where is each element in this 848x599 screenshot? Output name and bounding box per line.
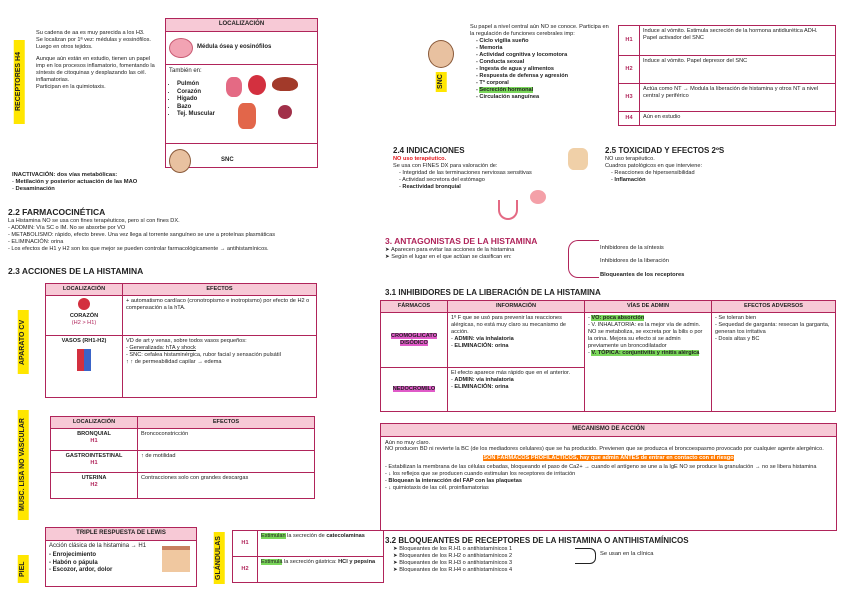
acciones-title: 2.3 ACCIONES DE LA HISTAMINA bbox=[8, 266, 144, 276]
toxicidad-intro: Cuadros patológicos en que interviene: bbox=[605, 162, 703, 169]
musc-table bbox=[50, 416, 315, 499]
mecanismo-item: - ↓ los reflejos que se producen cuando estimulan los receptores de irritación bbox=[385, 471, 576, 478]
inh-nedo-info: El efecto aparece más rápido que en el anterior. - ADMIN: vía inhalatoria - ELIMINACIÓN: orina bbox=[448, 367, 585, 411]
bronchi-icon bbox=[498, 200, 518, 220]
gland-h2-eff: Estimula la secreción gástrica: HCl y pepsina bbox=[258, 557, 384, 583]
bloqueante-item: ➤ Bloqueantes de los R.H3 o antihistamínicos 3 bbox=[393, 559, 513, 566]
musc-row-uterina-eff: Contracciones solo con grandes descargas bbox=[138, 472, 315, 498]
snc-r-h1-text: Induce al vómito. Estimula secreción de la hormona antidiurética ADH. Papel activador del SNC bbox=[640, 26, 836, 56]
spleen-icon bbox=[278, 105, 292, 119]
muscle-body-icon bbox=[238, 103, 256, 129]
toxicidad-section bbox=[605, 146, 835, 184]
lewis-item: - Habón o pápula bbox=[49, 559, 98, 566]
localizacion-title: LOCALIZACIÓN bbox=[166, 19, 317, 32]
toxicidad-no: NO uso terapéutico. bbox=[605, 156, 655, 162]
inh-head: VÍAS DE ADMIN bbox=[585, 301, 712, 313]
inh-head: INFORMACIÓN bbox=[448, 301, 585, 313]
lewis-item: - Escozor, ardor, dolor bbox=[49, 567, 113, 573]
snc-r-h3: H3 bbox=[619, 84, 640, 112]
heart-icon bbox=[78, 298, 90, 310]
snc-r-h4-text: Aún en estudio bbox=[640, 112, 836, 126]
bone-marrow-icon bbox=[169, 38, 193, 58]
snc-label: SNC bbox=[436, 72, 447, 92]
farmacocinetica-section bbox=[8, 207, 378, 253]
musc-head-loc: LOCALIZACIÓN bbox=[51, 417, 138, 429]
mecanismo-item: - Bloquean la interacción del FAP con las plaquetas bbox=[385, 478, 522, 485]
organ-item: • Corazón bbox=[177, 89, 314, 97]
snc-item: - Tª corporal bbox=[476, 79, 509, 86]
inactivacion-item: - Metilación y posterior actuación de las MAO bbox=[12, 179, 138, 186]
bloqueante-item: ➤ Bloqueantes de los R.H2 o antihistamínicos 2 bbox=[393, 552, 513, 559]
acciones-cv-table bbox=[45, 283, 317, 398]
cv-head-eff: EFECTOS bbox=[123, 284, 317, 296]
piel-label: PIEL bbox=[18, 555, 29, 583]
class-item: Inhibidores de la síntesis bbox=[600, 245, 664, 251]
indicaciones-item: - Reactividad bronquial bbox=[399, 183, 461, 190]
farmacocinetica-title: 2.2 FARMACOCINÉTICA bbox=[8, 207, 106, 217]
cv-row-vasos: VASOS (RH1-H2) bbox=[46, 335, 123, 397]
gland-h1-eff: Estimulan la secreción de catecolaminas bbox=[258, 531, 384, 557]
h4-p4: Participan en la quimiotaxis. bbox=[36, 83, 106, 90]
brain-head-icon bbox=[428, 40, 454, 68]
receptores-h4-label: RECEPTORES H4 bbox=[14, 40, 25, 124]
organ-item: • Tej. Muscular bbox=[177, 111, 314, 119]
organ-item: • Pulmón bbox=[177, 81, 314, 89]
inactivacion-title: INACTIVACIÓN: dos vías metabólicas: bbox=[12, 172, 118, 178]
toxicidad-item: - Reacciones de hipersensibilidad bbox=[611, 169, 695, 176]
snc-item: - Respuesta de defensa y agresión bbox=[476, 72, 569, 79]
cv-row-corazon-eff: + automatismo cardíaco (cronotropismo e inotropismo) por efecto de H2 o compensación a la hTA. bbox=[123, 295, 317, 335]
snc-intro: Su papel a nivel central aún NO se conoce. Participa en la regulación de funciones cerebrales imp: bbox=[470, 24, 609, 37]
snc-section bbox=[470, 24, 610, 101]
snc-r-h3-text: Actúa como NT → Modula la liberación de histamina y otros NT a nivel central y periférico bbox=[640, 84, 836, 112]
glandulas-table bbox=[232, 530, 384, 583]
bloqueante-item: ➤ Bloqueantes de los R.H4 o antihistamínicos 4 bbox=[393, 566, 513, 573]
antagonistas-classes bbox=[600, 242, 684, 282]
indicaciones-intro: Se usa con FINES DX para valoración de: bbox=[393, 162, 498, 169]
snc-item: - Conducta sexual bbox=[476, 58, 525, 65]
farmaco-item: - Los efectos de H1 y H2 son los que mejor se pueden controlar farmacológicamente → antihistamínicos. bbox=[8, 245, 269, 252]
mecanismo-warning: SON FÁRMACOS PROFILÁCTICOS, hay que admin ANTES de entrar en contacto con el riesgo bbox=[483, 455, 734, 462]
class-item: Bloqueantes de los receptores bbox=[600, 271, 685, 278]
musc-row-uterina: UTERINA H2 bbox=[51, 472, 138, 498]
vessels-icon bbox=[77, 349, 91, 371]
brace-divider bbox=[568, 240, 599, 278]
mecanismo-box bbox=[380, 423, 837, 531]
bloqueantes-title: 3.2 BLOQUEANTES DE RECEPTORES DE LA HISTAMINA O ANTIHISTAMÍNICOS bbox=[385, 536, 689, 545]
lewis-intro: Acción clásica de la histamina → H1 bbox=[49, 542, 147, 549]
antagonistas-item: ➤ Aparecen para evitar las acciones de la histamina bbox=[385, 246, 515, 253]
musc-row-gastro-eff: ↑ de motilidad bbox=[138, 450, 315, 472]
h4-p1: Su cadena de aa es muy parecida a los H3. bbox=[36, 30, 145, 36]
snc-item: - Circulación sanguínea bbox=[476, 93, 540, 100]
indicaciones-section bbox=[393, 146, 593, 191]
inhibidores-title: 3.1 INHIBIDORES DE LA LIBERACIÓN DE LA HISTAMINA bbox=[385, 288, 601, 297]
aparato-cv-label: APARATO CV bbox=[18, 310, 29, 374]
snc-r-h2: H2 bbox=[619, 56, 640, 84]
h4-p2: Se localizan por 1ª vez: médulas y eosinófilos. Luego en otros tejidos. bbox=[36, 36, 151, 50]
lewis-box bbox=[45, 527, 197, 587]
bloqueantes-brace bbox=[575, 548, 596, 564]
lewis-title: TRIPLE RESPUESTA DE LEWIS bbox=[46, 528, 196, 541]
bloqueante-item: ➤ Bloqueantes de los R.H1 o antihistamínicos 1 bbox=[393, 546, 513, 552]
snc-item: - Ciclo vigilia sueño bbox=[476, 37, 529, 44]
musc-row-gastro: GASTROINTESTINAL H1 bbox=[51, 450, 138, 472]
cv-row-vasos-eff: VD de art y venas, sobre todos vasos pequeños: - Generalizada: hTA y shock - SNC: cefalea histaminérgica, rubor facial y sensación pulsátil ↑ ↑ de permeabilidad capilar → edema bbox=[123, 335, 317, 397]
snc-r-h4: H4 bbox=[619, 112, 640, 126]
inh-head: EFECTOS ADVERSOS bbox=[712, 301, 836, 313]
antagonistas-item: ➤ Según el lugar en el que actúan se clasifican en: bbox=[385, 253, 512, 260]
gland-h1: H1 bbox=[233, 531, 258, 557]
snc-r-h2-text: Induce al vómito. Papel depresor del SNC bbox=[640, 56, 836, 84]
receptores-h4-text bbox=[36, 30, 158, 91]
stomach-icon bbox=[530, 190, 546, 204]
mecanismo-l1: Aún no muy claro. bbox=[385, 439, 431, 446]
indicaciones-item: - Integridad de las terminaciones nerviosas sensitivas bbox=[399, 169, 532, 176]
inactivacion bbox=[12, 172, 312, 194]
antagonistas-section bbox=[385, 236, 595, 261]
mecanismo-item: - ↓ quimiotaxis de las cél. proinflamatorias bbox=[385, 485, 489, 492]
farmaco-item: - ELIMINACIÓN: orina bbox=[8, 238, 64, 245]
farmaco-item: - ADDMIN: Vía SC o IM. No se absorbe por VO bbox=[8, 224, 126, 231]
inh-nedo: NEDOCROMILO bbox=[381, 367, 448, 411]
antagonistas-title: 3. ANTAGONISTAS DE LA HISTAMINA bbox=[385, 236, 538, 246]
h4-p3: Aunque aún están en estudio, tienen un papel imp en los procesos inflamatorio, fomentando la síntesis de citoquinas y desplazando las cél. inflamatorias. bbox=[36, 55, 155, 83]
snc-receptor-table bbox=[618, 25, 836, 126]
cv-row-corazon: CORAZÓN (H2 > H1) bbox=[46, 295, 123, 335]
toxicidad-item: - Inflamación bbox=[611, 176, 646, 183]
indicaciones-title: 2.4 INDICACIONES bbox=[393, 146, 465, 155]
mecanismo-title: MECANISMO DE ACCIÓN bbox=[381, 424, 836, 437]
bloqueantes-note: Se usan en la clínica bbox=[600, 551, 654, 557]
snc-item: - Ingesta de agua y alimentos bbox=[476, 65, 555, 72]
inh-head: FÁRMACOS bbox=[381, 301, 448, 313]
snc-item: - Memoria bbox=[476, 44, 503, 51]
inh-vias: - VO: poca absorción - V. INHALATORIA: es la mejor vía de admin. NO se metaboliza, se excreta por la bilis o por la orina. Mejora su efecto si se admin previamente un broncodilatador - V. TÓPICA: conjuntivitis y rinitis alérgica bbox=[585, 312, 712, 411]
localizacion-snc: SNC bbox=[221, 156, 234, 163]
inhibidores-table bbox=[380, 300, 836, 412]
indicaciones-item: - Actividad secretora del estómago bbox=[399, 176, 485, 183]
inh-crom: CROMOGLICATO DISÓDICO bbox=[381, 312, 448, 367]
musc-lisa-label: MUSC. LISA NO VASCULAR bbox=[18, 410, 29, 520]
mecanismo-l2: NO producen BD ni revierte la BC (de los mediadores celulares) que se ha producido. Previenen que se produzca el broncoespasmo provocado por cualquier agente alergénico. bbox=[385, 446, 824, 453]
mecanismo-item: - Estabilizan la membrana de las células cebadas, bloqueando el paso de Ca2+ → cuando el antígeno se une a la IgE NO se produce la granulación → no se libera histamina bbox=[385, 464, 817, 471]
indicaciones-no: NO uso terapéutico. bbox=[393, 156, 447, 162]
heart-icon bbox=[248, 75, 266, 95]
cv-head-loc: LOCALIZACIÓN bbox=[46, 284, 123, 296]
organ-item: • Hígado bbox=[177, 96, 314, 104]
skin-icon bbox=[162, 546, 190, 572]
tambien-label: También en: bbox=[169, 67, 202, 74]
musc-row-bronquial: BRONQUIAL H1 bbox=[51, 428, 138, 450]
inh-crom-info: 1º F que se usó para prevenir las reacciones alérgicas, no está muy claro su mecanismo de acción. - ADMIN: vía inhalatoria - ELIMINACIÓN: orina bbox=[448, 312, 585, 367]
gland-h2: H2 bbox=[233, 557, 258, 583]
inactivacion-item: - Desaminación bbox=[12, 186, 55, 193]
hands-icon bbox=[568, 148, 588, 170]
lungs-icon bbox=[226, 77, 242, 97]
liver-icon bbox=[272, 77, 298, 91]
farmacocinetica-intro: La Histamina NO se usa con fines terapéuticos, pero sí con fines DX. bbox=[8, 217, 180, 224]
snc-item: - Secreción hormonal bbox=[476, 86, 534, 93]
lewis-item: - Enrojecimiento bbox=[49, 552, 97, 558]
snc-r-h1: H1 bbox=[619, 26, 640, 56]
glandulas-label: GLÁNDULAS bbox=[214, 532, 225, 584]
localizacion-box bbox=[165, 18, 318, 168]
musc-head-eff: EFECTOS bbox=[138, 417, 315, 429]
toxicidad-title: 2.5 TOXICIDAD Y EFECTOS 2ºS bbox=[605, 146, 725, 155]
class-item: Inhibidores de la liberación bbox=[600, 258, 669, 265]
brain-head-icon bbox=[169, 149, 191, 173]
farmaco-item: - METABOLISMO: rápido, efecto breve. Una vez llega al torrente sanguíneo se une a proteínas plasmáticas bbox=[8, 231, 275, 238]
inh-adversos: - Se toleran bien - Sequedad de garganta: resecan la garganta, generan tos irritativa - Dosis altas y BC bbox=[712, 312, 836, 411]
localizacion-first: Médula ósea y eosinófilos bbox=[197, 43, 272, 50]
snc-item: - Actividad cognitiva y locomotora bbox=[476, 51, 568, 58]
musc-row-bronquial-eff: Broncoconstricción bbox=[138, 428, 315, 450]
organ-item: • Bazo bbox=[177, 104, 314, 112]
